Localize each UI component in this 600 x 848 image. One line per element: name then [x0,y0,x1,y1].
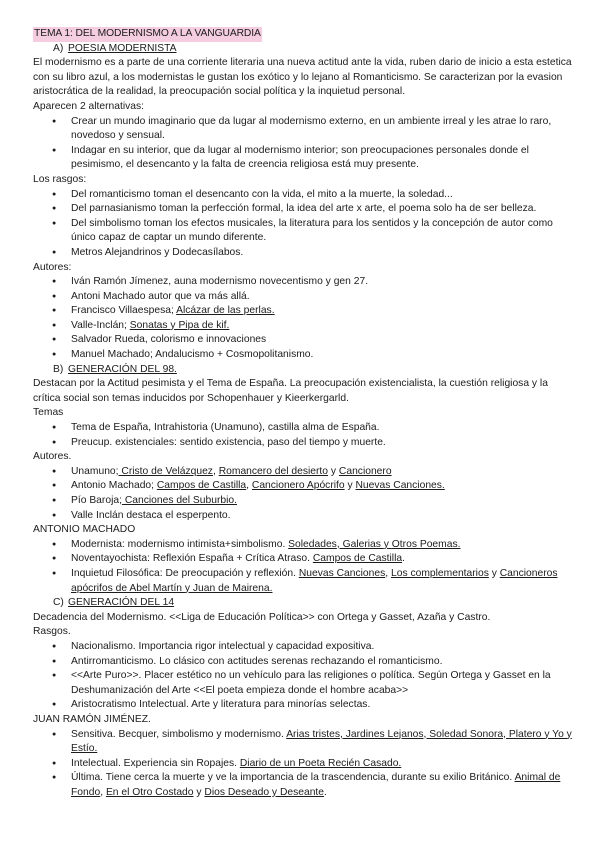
separator: , [336,538,343,550]
separator: y [193,786,205,798]
work-title: Cancioneros apócrifos de Abel Martín y Juan de Mairena. [71,567,558,594]
separator: , [100,786,106,798]
work-title: Cancionero [338,465,392,477]
list-item: ● Manuel Machado; Andalucismo + Cosmopolitanismo. [33,348,578,363]
rasgos-14-label: Rasgos. [33,626,71,638]
alternatives-list [33,115,578,173]
work-title: Alcázar de las perlas. [176,305,275,317]
work-title: Galerias [342,538,384,550]
autores-label: Autores: [33,261,72,273]
section-b-intro: Destacan por la Actitud pesimista y el Tema de España. La preocupación existencialista, la cuestión religiosa y la crítica social son temas inducidos por Schopenhauer y Kieerkergarld. [33,378,548,404]
work-title: En el Otro Costado [105,786,194,798]
author-name: Pío Baroja; [71,495,122,506]
author-name: Francisco Villaespesa; [71,305,177,317]
list-item [33,757,578,772]
work-title: Cristo de Velázquez [118,465,213,477]
list-item [33,728,578,757]
list-item: ● Del simbolismo toman los efectos musicales, la literatura para los sentidos y la concepción de autor como único capaz de captar un mundo diferente. [33,217,578,246]
temas-label: Temas [33,407,64,419]
rasgos-label: Los rasgos: [33,173,87,185]
autores-98-list [33,465,578,523]
work-title: Animal de Fondo [71,772,561,798]
work-title: Romancero del desierto [218,465,329,477]
list-item: ● Salvador Rueda, colorismo e innovaciones [33,333,578,348]
work-title: Cancionero Apócrifo [251,480,345,492]
work-title: Diario de un Poeta Recién Casado. [239,757,402,769]
list-item [33,304,578,319]
separator: , [212,465,219,477]
work-title: Otros Poemas. [391,538,461,550]
author-name: Antonio Machado; [71,480,157,492]
rasgos-list [33,188,578,261]
work-title: Campos de Castilla [156,480,247,492]
list-item [33,538,578,553]
section-c-heading [33,596,578,611]
work-title: Sonatas [129,319,171,331]
work-title: Arias tristes, Jardines Lejanos, Soledad Sonora, Platero y Yo y Estío. [71,728,572,755]
list-item: ● Indagar en su interior, que da lugar al modernismo interior; son preocupaciones personales donde el pesimismo, el desencanto y la falta de creencia religiosa está muy presente. [33,144,578,173]
list-item: ● Metros Alejandrinos y Dodecasílabos. [33,246,578,261]
list-item: ● <<Arte Puro>>. Placer estético no un vehículo para las religiones o política. Según Ortega y Gasset en la Deshumanización del Arte <<El poeta empieza donde el hombre acaba>> [33,669,578,698]
section-a-letter: A) [53,42,64,54]
separator: , [246,480,252,492]
list-item: ● Del romanticismo toman el desencanto con la vida, el mito a la muerte, la soledad... [33,188,578,203]
author-name: Unamuno; [71,465,119,477]
conjunction: y [170,319,179,331]
temas-list [33,421,578,450]
jrj-list [33,728,578,801]
document-title: TEMA 1: DEL MODERNISMO A LA VANGUARDIA [33,27,262,42]
stage-text: Inquietud Filosófica: De preocupación y reflexión. [71,567,299,579]
separator: . [324,786,327,798]
list-item: ● Iván Ramón Jímenez, auna modernismo novecentismo y gen 27. [33,275,578,290]
work-title: Soledades [288,538,337,550]
work-title: Los complementarios [390,567,489,579]
section-c-title: GENERACIÓN DEL 14 [68,597,175,609]
autores-list [33,275,578,363]
machado-label: ANTONIO MACHADO [33,524,136,536]
list-item [33,465,578,480]
stage-text: Intelectual. Experiencia sin Ropajes. [71,757,240,769]
work-title: Nuevas Canciones [298,567,386,579]
list-item [33,494,578,509]
rasgos-14-list [33,640,578,713]
machado-list [33,538,578,596]
section-c-letter: C) [53,597,64,609]
list-item [33,567,578,596]
list-item [33,552,578,567]
list-item [33,771,578,800]
list-item: ● Tema de España, Intrahistoria (Unamuno), castilla alma de España. [33,421,578,436]
list-item: ● Valle Inclán destaca el esperpento. [33,509,578,524]
separator: . [402,553,405,565]
section-a-heading [33,42,578,57]
list-item: ● Nacionalismo. Importancia rigor intelectual y capacidad expositiva. [33,640,578,655]
stage-text: Modernista: modernismo intimista+simbolismo. [71,538,289,550]
separator: , [385,567,391,579]
work-title: Nuevas Canciones. [355,480,445,492]
section-c-intro: Decadencia del Modernismo. <<Liga de Educación Política>> con Ortega y Gasset, Azaña y Castro. [33,611,491,623]
section-b-letter: B) [53,363,64,375]
list-item [33,479,578,494]
stage-text: Noventayochista: Reflexión España + Crítica Atraso. [71,553,313,565]
work-title: Campos de Castilla [312,553,403,565]
section-a-intro: El modernismo es a parte de una corriente literaria una nueva actitud ante la vida, ruben dario de inicio a esta estetica con su libro azul, a los modernistas le gustan los exótico y lo lejano al Romanticismo. Se caracterizan por la evasion aristocrática de la realidad, la preocupación social política y la inquietud personal. [33,57,572,98]
document-title-line [33,27,578,42]
list-item: ● Crear un mundo imaginario que da lugar al modernismo externo, en un ambiente irreal y les atrae lo raro, novedoso y sensual. [33,115,578,144]
separator: y [383,538,392,550]
work-title: Canciones del Suburbio. [121,495,238,506]
list-item: ● Antoni Machado autor que va más allá. [33,290,578,305]
jrj-label: JUAN RAMÓN JIMÉNEZ. [33,713,151,725]
work-title: Pipa de kif. [178,319,230,331]
author-name: Valle-Inclán; [71,319,130,331]
separator: y [488,567,500,579]
list-item [33,319,578,334]
separator: y [328,465,339,477]
work-title: Dios Deseado y Deseante [204,786,325,798]
stage-text: Sensitiva. Becquer, simbolismo y modernismo. [71,728,287,740]
separator: y [344,480,356,492]
list-item: ● Antirromanticismo. Lo clásico con actitudes serenas rechazando el romanticismo. [33,655,578,670]
section-b-heading [33,363,578,378]
stage-text: Última. Tiene cerca la muerte y ve la importancia de la trascendencia, durante su exilio Británico. [71,772,515,784]
list-item: ● Preucup. existenciales: sentido existencia, paso del tiempo y muerte. [33,436,578,451]
list-item: ● Aristocratismo Intelectual. Arte y literatura para minorías selectas. [33,698,578,713]
alternatives-label: Aparecen 2 alternativas: [33,100,145,112]
list-item: ● Del parnasianismo toman la perfección formal, la idea del arte x arte, el poema solo ha de ser belleza. [33,202,578,217]
section-b-title: GENERACIÓN DEL 98. [68,363,177,375]
autores-98-label: Autores. [33,451,72,463]
document-page [33,27,578,800]
section-a-title: POESIA MODERNISTA [68,42,177,54]
